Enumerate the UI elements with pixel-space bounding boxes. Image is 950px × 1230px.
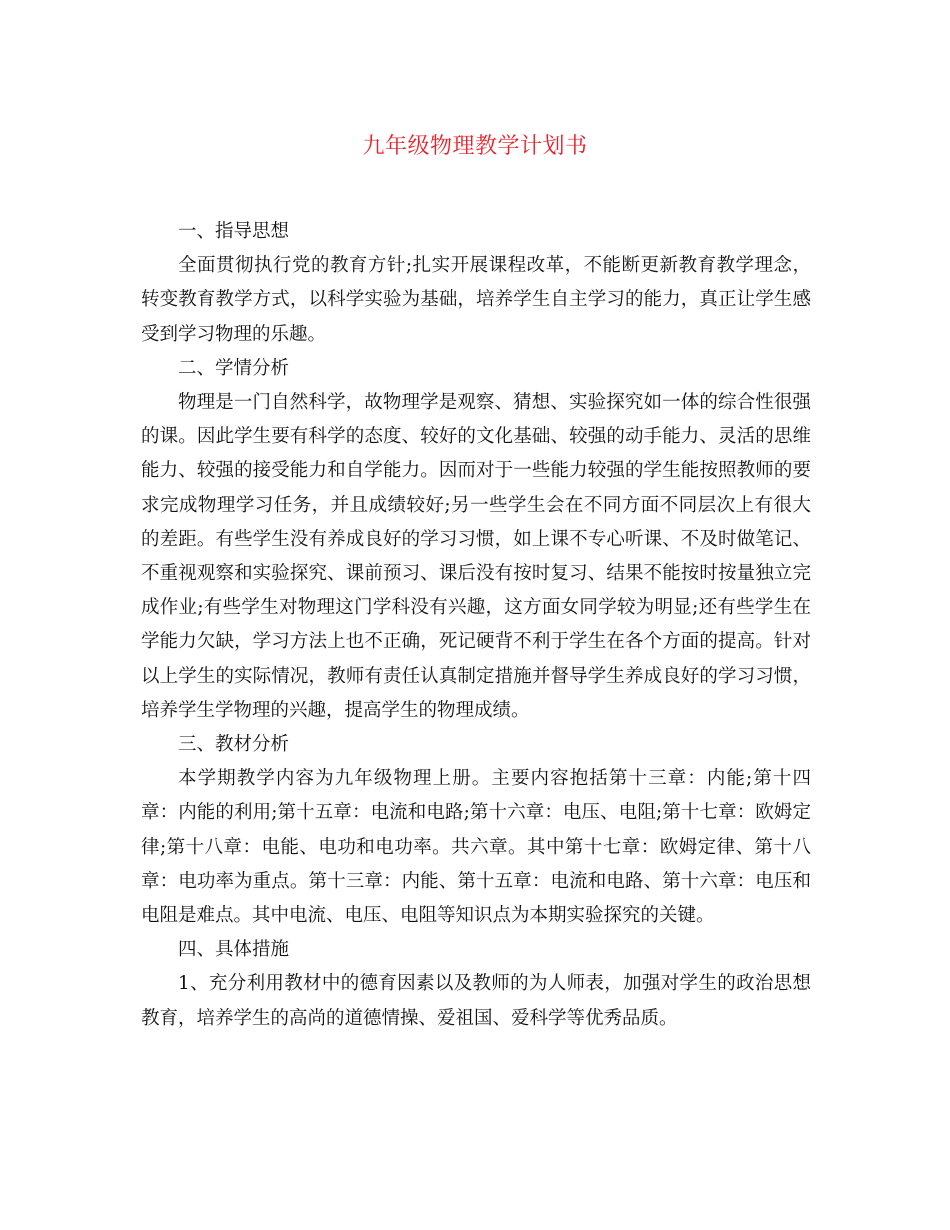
- paragraph-specific-measures-1: 1、充分利用教材中的德育因素以及教师的为人师表，加强对学生的政治思想教育，培养学生的高尚的道德情操、爱祖国、爱科学等优秀品质。: [141, 973, 811, 1029]
- section-heading-student-analysis: 二、学情分析: [178, 357, 290, 379]
- section-heading-textbook-analysis: 三、教材分析: [178, 734, 290, 756]
- paragraph-student-analysis: 物理是一门自然科学，故物理学是观察、猜想、实验探究如一体的综合性很强的课。因此学生要有科学的态度、较好的文化基础、较强的动手能力、灵活的思维能力、较强的接受能力和自学能力。因而对于一些能力较强的学生能按照教师的要求完成物理学习任务，并且成绩较好;另一些学生会在不同方面不同层次上有很大的差距。有些学生没有养成良好的学习习惯，如上课不专心听课、不及时做笔记、不重视观察和实验探究、课前预习、课后没有按时复习、结果不能按时按量独立完成作业;有些学生对物理这门学科没有兴趣，这方面女同学较为明显;还有些学生在学能力欠缺，学习方法上也不正确，死记硬背不利于学生在各个方面的提高。针对以上学生的实际情况，教师有责任认真制定措施并督导学生养成良好的学习习惯，培养学生学物理的兴趣，提高学生的物理成绩。: [141, 392, 811, 721]
- paragraph-textbook-analysis: 本学期教学内容为九年级物理上册。主要内容抱括第十三章：内能;第十四章：内能的利用;第十五章：电流和电路;第十六章：电压、电阻;第十七章：欧姆定律;第十八章：电能、电功和电功率。共六章。其中第十七章：欧姆定律、第十八章：电功率为重点。第十三章：内能、第十五章：电流和电路、第十六章：电压和电阻是难点。其中电流、电压、电阻等知识点为本期实验探究的关键。: [141, 768, 811, 927]
- document-title: 九年级物理教学计划书: [362, 134, 588, 159]
- section-heading-guiding-ideology: 一、指导思想: [178, 221, 290, 242]
- paragraph-guiding-ideology: 全面贯彻执行党的教育方针;扎实开展课程改革，不能断更新教育教学理念，转变教育教学方式，以科学实验为基础，培养学生自主学习的能力，真正让学生感受到学习物理的乐趣。: [141, 255, 811, 345]
- section-heading-specific-measures: 四、具体措施: [178, 939, 290, 961]
- document-body: [141, 215, 811, 1036]
